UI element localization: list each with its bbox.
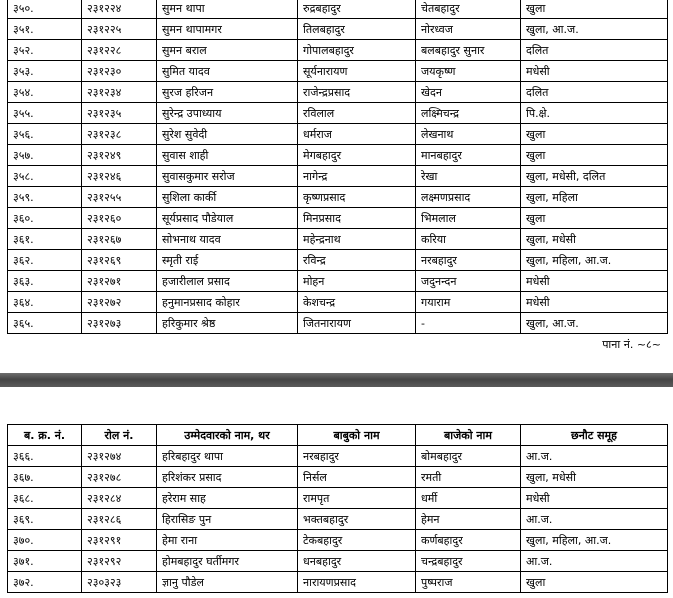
header-group: छनौट समूह — [521, 425, 668, 446]
father-cell: निर्सल — [298, 467, 416, 488]
grandfather-cell: रेखा — [416, 166, 521, 187]
father-cell: मोहन — [298, 271, 416, 292]
name-cell: ज्ञानु पौडेल — [157, 572, 298, 593]
grandfather-cell: लेखनाथ — [416, 124, 521, 145]
group-cell: खुला — [521, 124, 668, 145]
table-row — [8, 19, 668, 40]
serial-cell: ३६८. — [8, 488, 82, 509]
father-cell: टेकबहादुर — [298, 530, 416, 551]
page-number: पाना नं. ~८~ — [602, 338, 661, 351]
father-cell: मिनप्रसाद — [298, 208, 416, 229]
grandfather-cell: खेदन — [416, 82, 521, 103]
name-cell: हनुमानप्रसाद कोहार — [157, 292, 298, 313]
grandfather-cell: - — [416, 313, 521, 334]
group-cell: खुला, आ.ज. — [521, 19, 668, 40]
father-cell: राजेन्द्रप्रसाद — [298, 82, 416, 103]
table-row — [8, 166, 668, 187]
header-roll: रोल नं. — [82, 425, 157, 446]
roll-cell: २३१२२८ — [82, 40, 157, 61]
serial-cell: ३५७. — [8, 145, 82, 166]
group-cell: खुला, महिला — [521, 187, 668, 208]
name-cell: सुमित यादव — [157, 61, 298, 82]
table-row — [8, 551, 668, 572]
serial-cell: ३७०. — [8, 530, 82, 551]
name-cell: सुमन थापा — [157, 0, 298, 19]
serial-cell: ३५६. — [8, 124, 82, 145]
serial-cell: ३६०. — [8, 208, 82, 229]
name-cell: सूर्यप्रसाद पौडेयाल — [157, 208, 298, 229]
group-cell: खुला — [521, 572, 668, 593]
table-row — [8, 103, 668, 124]
name-cell: हरिकुमार श्रेष्ठ — [157, 313, 298, 334]
table-row — [8, 40, 668, 61]
serial-cell: ३५२. — [8, 40, 82, 61]
roll-cell: २३१२८६ — [82, 509, 157, 530]
group-cell: मधेसी — [521, 271, 668, 292]
serial-cell: ३७१. — [8, 551, 82, 572]
table-row — [8, 572, 668, 593]
group-cell: खुला — [521, 208, 668, 229]
candidate-table-bottom — [7, 424, 668, 593]
name-cell: हिरासिङ पुन — [157, 509, 298, 530]
father-cell: भक्तबहादुर — [298, 509, 416, 530]
name-cell: सुवासकुमार सरोज — [157, 166, 298, 187]
serial-cell: ३५०. — [8, 0, 82, 19]
roll-cell: २३१२४६ — [82, 166, 157, 187]
father-cell: धर्मराज — [298, 124, 416, 145]
roll-cell: २३१२६९ — [82, 250, 157, 271]
father-cell: मेगबहादुर — [298, 145, 416, 166]
table-row — [8, 0, 668, 19]
group-cell: आ.ज. — [521, 551, 668, 572]
grandfather-cell: बोमबहादुर — [416, 446, 521, 467]
table-row — [8, 292, 668, 313]
name-cell: हरिशंकर प्रसाद — [157, 467, 298, 488]
group-cell: खुला — [521, 0, 668, 19]
name-cell: सुशिला कार्की — [157, 187, 298, 208]
grandfather-cell: पुष्पराज — [416, 572, 521, 593]
name-cell: हजारीलाल प्रसाद — [157, 271, 298, 292]
group-cell: खुला, आ.ज. — [521, 313, 668, 334]
header-father: बाबुको नाम — [298, 425, 416, 446]
roll-cell: २३१२५५ — [82, 187, 157, 208]
grandfather-cell: बलबहादुर सुनार — [416, 40, 521, 61]
grandfather-cell: जयकृष्ण — [416, 61, 521, 82]
grandfather-cell: भिमलाल — [416, 208, 521, 229]
father-cell: रामपृत — [298, 488, 416, 509]
serial-cell: ३५१. — [8, 19, 82, 40]
group-cell: खुला, महिला, आ.ज. — [521, 250, 668, 271]
table-row — [8, 271, 668, 292]
group-cell: खुला, मधेसी — [521, 229, 668, 250]
header-name: उम्मेदवारको नाम, थर — [157, 425, 298, 446]
grandfather-cell: धर्मी — [416, 488, 521, 509]
table-row — [8, 82, 668, 103]
serial-cell: ३६२. — [8, 250, 82, 271]
table-row — [8, 208, 668, 229]
roll-cell: २३१२४९ — [82, 145, 157, 166]
grandfather-cell: गयाराम — [416, 292, 521, 313]
table-row — [8, 187, 668, 208]
grandfather-cell: लक्ष्मिचन्द्र — [416, 103, 521, 124]
table-row — [8, 446, 668, 467]
name-cell: हरेराम साह — [157, 488, 298, 509]
name-cell: हरिबहादुर थापा — [157, 446, 298, 467]
grandfather-cell: चन्द्रबहादुर — [416, 551, 521, 572]
table-row — [8, 488, 668, 509]
father-cell: कृष्णप्रसाद — [298, 187, 416, 208]
grandfather-cell: हेमन — [416, 509, 521, 530]
roll-cell: २३१२७१ — [82, 271, 157, 292]
grandfather-cell: नोरध्वज — [416, 19, 521, 40]
roll-cell: २३१२३५ — [82, 103, 157, 124]
father-cell: सूर्यनारायण — [298, 61, 416, 82]
father-cell: रुद्रबहादुर — [298, 0, 416, 19]
roll-cell: २३१२३८ — [82, 124, 157, 145]
candidate-table-top — [7, 0, 668, 334]
roll-cell: २३१२७४ — [82, 446, 157, 467]
group-cell: पि.क्षे. — [521, 103, 668, 124]
serial-cell: ३७२. — [8, 572, 82, 593]
serial-cell: ३६४. — [8, 292, 82, 313]
roll-cell: २३१२७२ — [82, 292, 157, 313]
table-row — [8, 467, 668, 488]
name-cell: सुरेन्द्र उपाध्याय — [157, 103, 298, 124]
name-cell: सोभनाथ यादव — [157, 229, 298, 250]
name-cell: हेमा राना — [157, 530, 298, 551]
father-cell: नारायणप्रसाद — [298, 572, 416, 593]
group-cell: मधेसी — [521, 292, 668, 313]
table-row — [8, 145, 668, 166]
roll-cell: २३१२२५ — [82, 19, 157, 40]
roll-cell: २३१२७८ — [82, 467, 157, 488]
serial-cell: ३६७. — [8, 467, 82, 488]
header-serial: ब. क्र. नं. — [8, 425, 82, 446]
father-cell: रविन्द्र — [298, 250, 416, 271]
header-grandfather: बाजेको नाम — [416, 425, 521, 446]
serial-cell: ३६१. — [8, 229, 82, 250]
roll-cell: २३१२८४ — [82, 488, 157, 509]
father-cell: नागेन्द्र — [298, 166, 416, 187]
table-row — [8, 530, 668, 551]
serial-cell: ३५८. — [8, 166, 82, 187]
grandfather-cell: मानबहादुर — [416, 145, 521, 166]
group-cell: खुला, मधेसी — [521, 467, 668, 488]
serial-cell: ३६६. — [8, 446, 82, 467]
group-cell: दलित — [521, 40, 668, 61]
table-row — [8, 229, 668, 250]
father-cell: धनबहादुर — [298, 551, 416, 572]
group-cell: मधेसी — [521, 488, 668, 509]
table-row — [8, 313, 668, 334]
name-cell: सुवास शाही — [157, 145, 298, 166]
name-cell: सुमन बराल — [157, 40, 298, 61]
roll-cell: २३१२६७ — [82, 229, 157, 250]
table-row — [8, 61, 668, 82]
group-cell: आ.ज. — [521, 509, 668, 530]
roll-cell: २३१२३० — [82, 61, 157, 82]
grandfather-cell: नरबहादुर — [416, 250, 521, 271]
roll-cell: २३१२९२ — [82, 551, 157, 572]
serial-cell: ३५९. — [8, 187, 82, 208]
grandfather-cell: करिया — [416, 229, 521, 250]
roll-cell: २३१२९१ — [82, 530, 157, 551]
father-cell: तिलबहादुर — [298, 19, 416, 40]
group-cell: दलित — [521, 82, 668, 103]
roll-cell: २३१२७३ — [82, 313, 157, 334]
table-row — [8, 124, 668, 145]
roll-cell: २३१२३४ — [82, 82, 157, 103]
group-cell: खुला — [521, 145, 668, 166]
table-header-row — [8, 425, 668, 446]
roll-cell: २३१२२४ — [82, 0, 157, 19]
serial-cell: ३६५. — [8, 313, 82, 334]
name-cell: स्मृती राई — [157, 250, 298, 271]
father-cell: नरबहादुर — [298, 446, 416, 467]
name-cell: होमबहादुर घर्तीमगर — [157, 551, 298, 572]
table-row — [8, 250, 668, 271]
grandfather-cell: कर्णबहादुर — [416, 530, 521, 551]
name-cell: सुरज हरिजन — [157, 82, 298, 103]
father-cell: गोपालबहादुर — [298, 40, 416, 61]
serial-cell: ३६३. — [8, 271, 82, 292]
name-cell: सुरेश सुवेदी — [157, 124, 298, 145]
page-break-bar — [0, 373, 673, 387]
group-cell: खुला, मधेसी, दलित — [521, 166, 668, 187]
grandfather-cell: लक्ष्मणप्रसाद — [416, 187, 521, 208]
father-cell: महेन्द्रनाथ — [298, 229, 416, 250]
group-cell: खुला, महिला, आ.ज. — [521, 530, 668, 551]
roll-cell: २३०३२३ — [82, 572, 157, 593]
name-cell: सुमन थापामगर — [157, 19, 298, 40]
serial-cell: ३५३. — [8, 61, 82, 82]
grandfather-cell: रमती — [416, 467, 521, 488]
father-cell: केशचन्द्र — [298, 292, 416, 313]
serial-cell: ३५५. — [8, 103, 82, 124]
grandfather-cell: चेतबहादुर — [416, 0, 521, 19]
serial-cell: ३५४. — [8, 82, 82, 103]
roll-cell: २३१२६० — [82, 208, 157, 229]
table-row — [8, 509, 668, 530]
group-cell: मधेसी — [521, 61, 668, 82]
serial-cell: ३६९. — [8, 509, 82, 530]
father-cell: जितनारायण — [298, 313, 416, 334]
father-cell: रविलाल — [298, 103, 416, 124]
group-cell: आ.ज. — [521, 446, 668, 467]
grandfather-cell: जदुनन्दन — [416, 271, 521, 292]
